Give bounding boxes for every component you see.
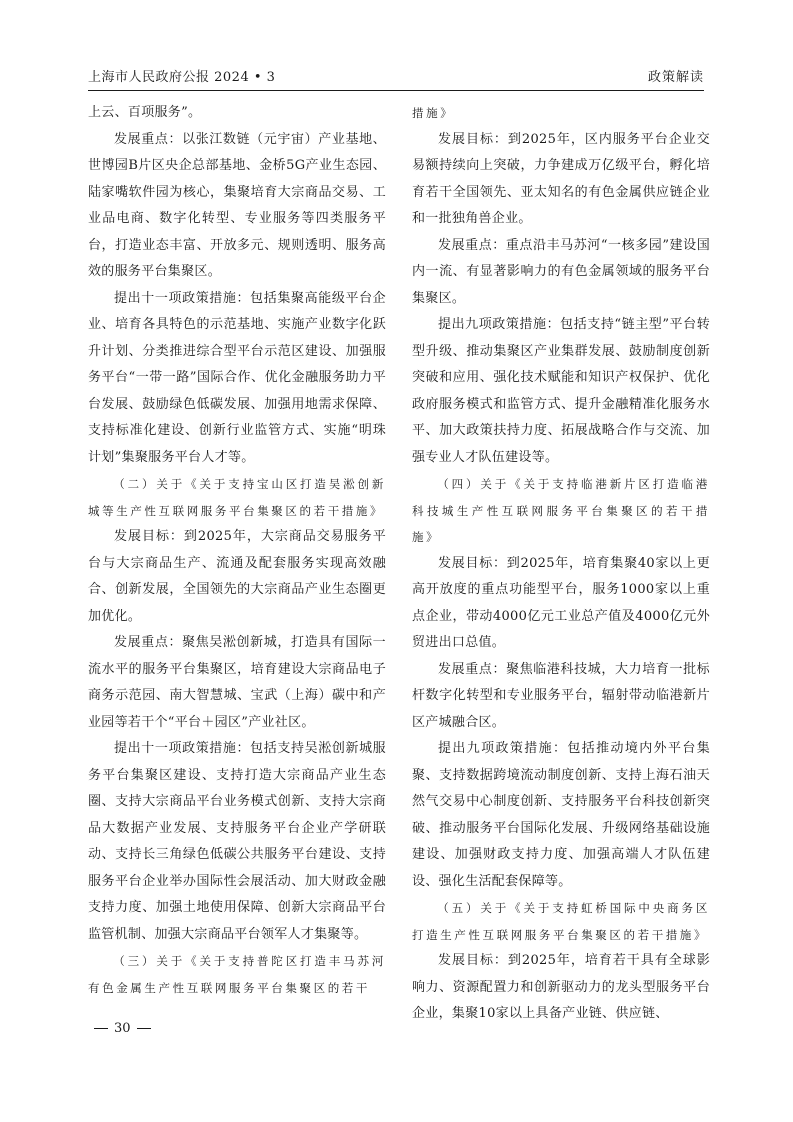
page-number: 30: [114, 1021, 131, 1036]
subsection-heading: （三）关于《关于支持普陀区打造丰马苏河有色金属生产性互联网服务平台集聚区的若干: [88, 954, 386, 995]
subsection-heading: （四）关于《关于支持临港新片区打造临港科技城生产性互联网服务平台集聚区的若干措施》: [412, 477, 710, 544]
header-rule: [88, 90, 704, 91]
paragraph: 发展目标：到2025年，区内服务平台企业交易额持续向上突破，力争建成万亿级平台，孵化培育若干全国领先、亚太知名的有色金属供应链企业和一批独角兽企业。: [412, 131, 710, 226]
paragraph: 发展目标：到2025年，大宗商品交易服务平台与大宗商品生产、流通及配套服务实现高效融合、创新发展，全国领先的大宗商品产业生态圈更加优化。: [88, 529, 386, 624]
page-header: [88, 66, 704, 88]
paragraph: 提出十一项政策措施：包括支持吴淞创新城服务平台集聚区建设、支持打造大宗商品产业生态圈、支持大宗商品平台业务模式创新、支持大宗商品大数据产业发展、支持服务平台企业产学研联动、支持长三角绿色低碳公共服务平台建设、支持服务平台企业举办国际性会展活动、加大财政金融支持力度、加强土地使用保障、创新大宗商品平台监管机制、加强大宗商品平台领军人才集聚等。: [88, 741, 386, 942]
journal-title: 上海市人民政府公报 2024 • 3: [88, 70, 276, 85]
paragraph: 上云、百项服务”。: [88, 105, 202, 120]
paragraph: 发展重点：以张江数链（元宇宙）产业基地、世博园B片区央企总部基地、金桥5G产业生态园、陆家嘴软件园为核心，集聚培育大宗商品交易、工业品电商、数字化转型、专业服务等四类服务平台，打造业态丰富、开放多元、规则透明、服务高效的服务平台集聚区。: [88, 131, 386, 279]
subsection-heading: 措施》: [412, 106, 455, 120]
section-title: 政策解读: [647, 70, 704, 85]
dash-right: [137, 1028, 151, 1029]
paragraph: 发展重点：聚焦吴淞创新城，打造具有国际一流水平的服务平台集聚区，培育建设大宗商品电子商务示范园、南大智慧城、宝武（上海）碳中和产业园等若干个“平台＋园区”产业社区。: [88, 635, 386, 730]
left-column: [88, 100, 386, 1001]
paragraph: 发展重点：聚焦临港科技城，大力培育一批标杆数字化转型和专业服务平台，辐射带动临港新片区产城融合区。: [412, 661, 710, 730]
dash-left: [94, 1028, 108, 1029]
right-column: [412, 100, 710, 1028]
paragraph: 提出九项政策措施：包括推动境内外平台集聚、支持数据跨境流动制度创新、支持上海石油天然气交易中心制度创新、支持服务平台科技创新突破、推动服务平台国际化发展、升级网络基础设施建设、加强财政支持力度、加强高端人才队伍建设、强化生活配套保障等。: [412, 741, 710, 889]
subsection-heading: （五）关于《关于支持虹桥国际中央商务区打造生产性互联网服务平台集聚区的若干措施》: [412, 901, 710, 942]
page-footer: [88, 1021, 157, 1036]
paragraph: 提出十一项政策措施：包括集聚高能级平台企业、培育各具特色的示范基地、实施产业数字化跃升计划、分类推进综合型平台示范区建设、加强服务平台“一带一路”国际合作、优化金融服务助力平台发展、鼓励绿色低碳发展、加强用地需求保障、支持标准化建设、创新行业监管方式、实施“明珠计划”集聚服务平台人才等。: [88, 290, 386, 465]
paragraph: 发展目标：到2025年，培育集聚40家以上更高开放度的重点功能型平台，服务1000家以上重点企业，带动4000亿元工业总产值及4000亿元外贸进出口总值。: [412, 555, 710, 650]
paragraph: 提出九项政策措施：包括支持“链主型”平台转型升级、推动集聚区产业集群发展、鼓励制度创新突破和应用、强化技术赋能和知识产权保护、优化政府服务模式和监管方式、提升金融精准化服务水平、加大政策扶持力度、拓展战略合作与交流、加强专业人才队伍建设等。: [412, 317, 710, 465]
subsection-heading: （二）关于《关于支持宝山区打造吴淞创新城等生产性互联网服务平台集聚区的若干措施》: [88, 477, 386, 518]
paragraph: 发展重点：重点沿丰马苏河“一核多园”建设国内一流、有显著影响力的有色金属领域的服务平台集聚区。: [412, 237, 710, 306]
paragraph: 发展目标：到2025年，培育若干具有全球影响力、资源配置力和创新驱动力的龙头型服务平台企业，集聚10家以上具备产业链、供应链、: [412, 953, 710, 1021]
